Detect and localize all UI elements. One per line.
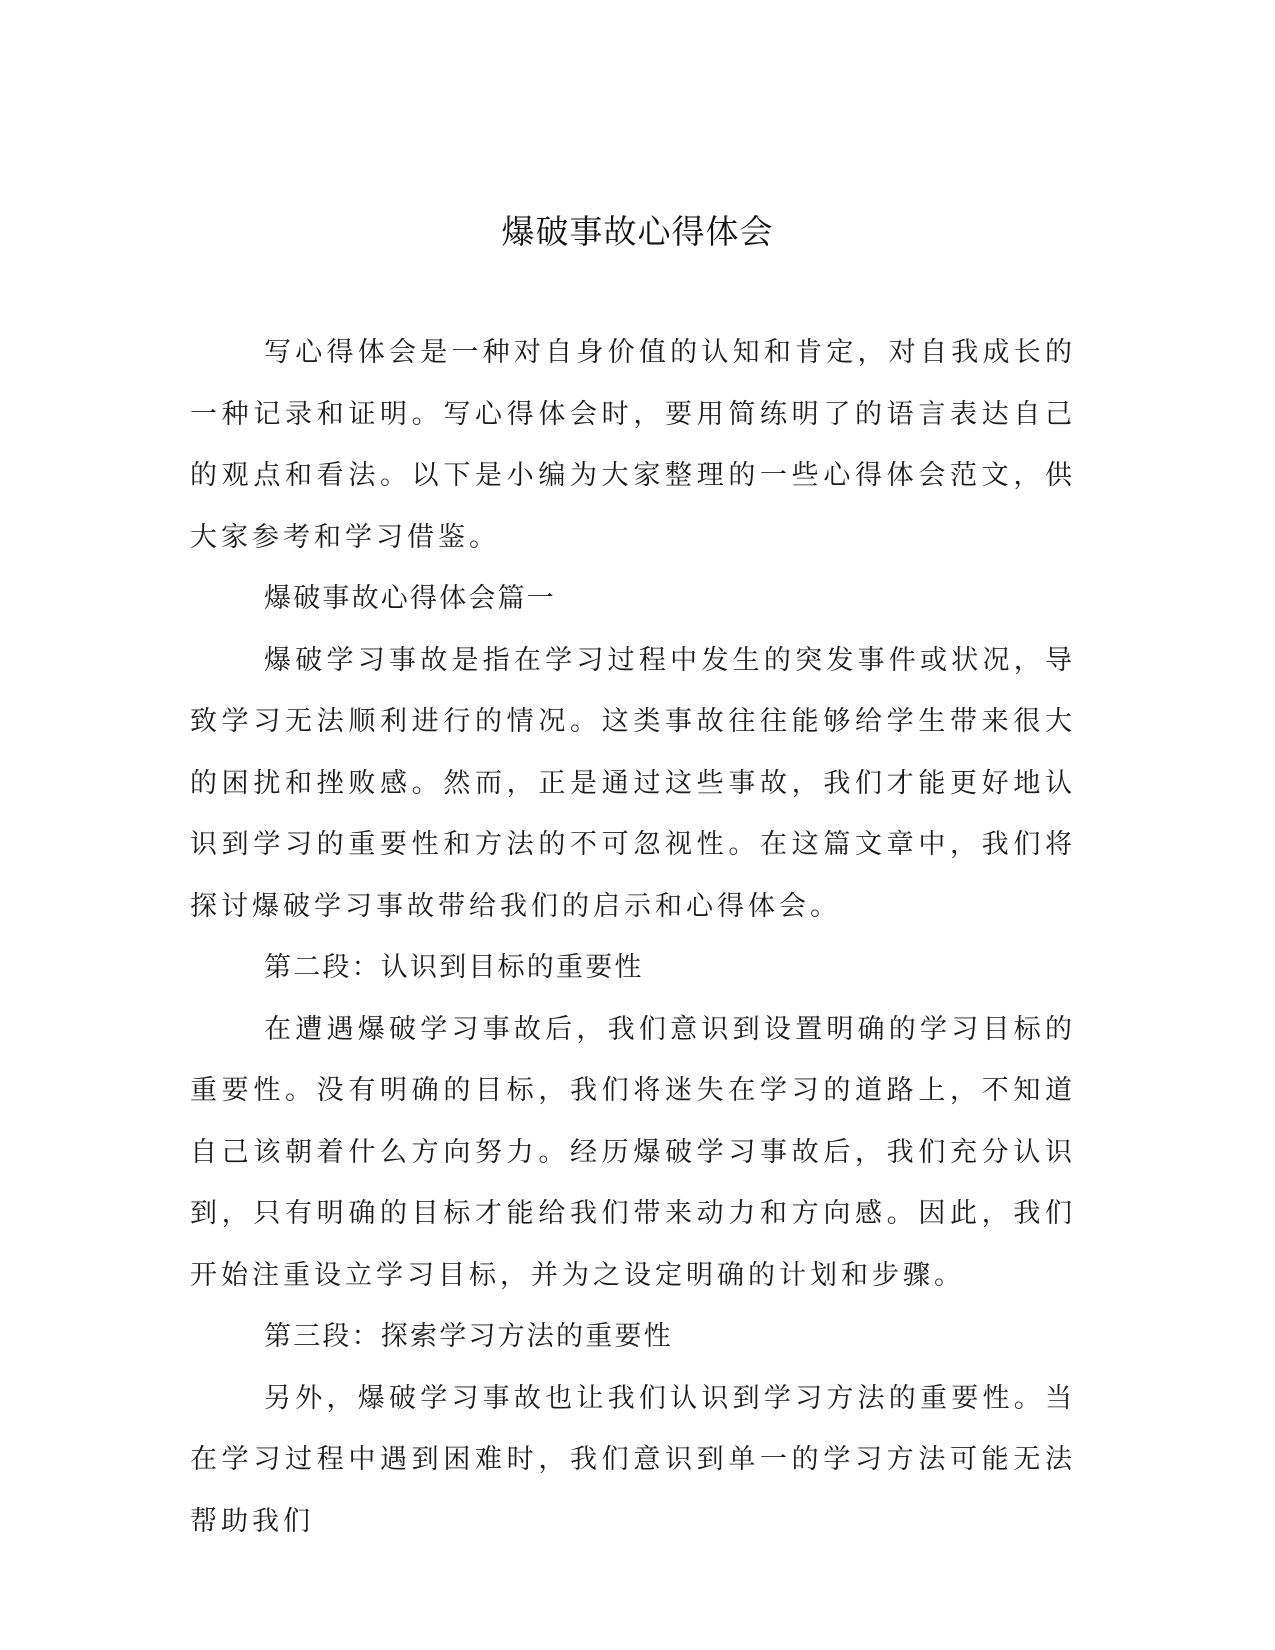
section-heading-second: 第二段：认识到目标的重要性 bbox=[264, 952, 644, 983]
document-title: 爆破事故心得体会 bbox=[501, 212, 774, 251]
intro-paragraph: 写心得体会是一种对自身价值的认知和肯定，对自我成长的一种记录和证明。写心得体会时，要用简练明了的语言表达自己的观点和看法。以下是小编为大家整理的一些心得体会范文，供大家参考和学习借鉴。 bbox=[190, 337, 1076, 553]
section-heading-part-one: 爆破事故心得体会篇一 bbox=[264, 583, 556, 614]
body-paragraph: 另外，爆破学习事故也让我们认识到学习方法的重要性。当在学习过程中遇到困难时，我们意识到单一的学习方法可能无法帮助我们 bbox=[190, 1382, 1076, 1537]
body-paragraph: 在遭遇爆破学习事故后，我们意识到设置明确的学习目标的重要性。没有明确的目标，我们将迷失在学习的道路上，不知道自己该朝着什么方向努力。经历爆破学习事故后，我们充分认识到，只有明确的目标才能给我们带来动力和方向感。因此，我们开始注重设立学习目标，并为之设定明确的计划和步骤。 bbox=[190, 1013, 1076, 1291]
document-body bbox=[190, 322, 1076, 1552]
body-paragraph: 爆破学习事故是指在学习过程中发生的突发事件或状况，导致学习无法顺利进行的情况。这类事故往往能够给学生带来很大的困扰和挫败感。然而，正是通过这些事故，我们才能更好地认识到学习的重要性和方法的不可忽视性。在这篇文章中，我们将探讨爆破学习事故带给我们的启示和心得体会。 bbox=[190, 644, 1076, 922]
section-heading-third: 第三段：探索学习方法的重要性 bbox=[264, 1321, 673, 1352]
